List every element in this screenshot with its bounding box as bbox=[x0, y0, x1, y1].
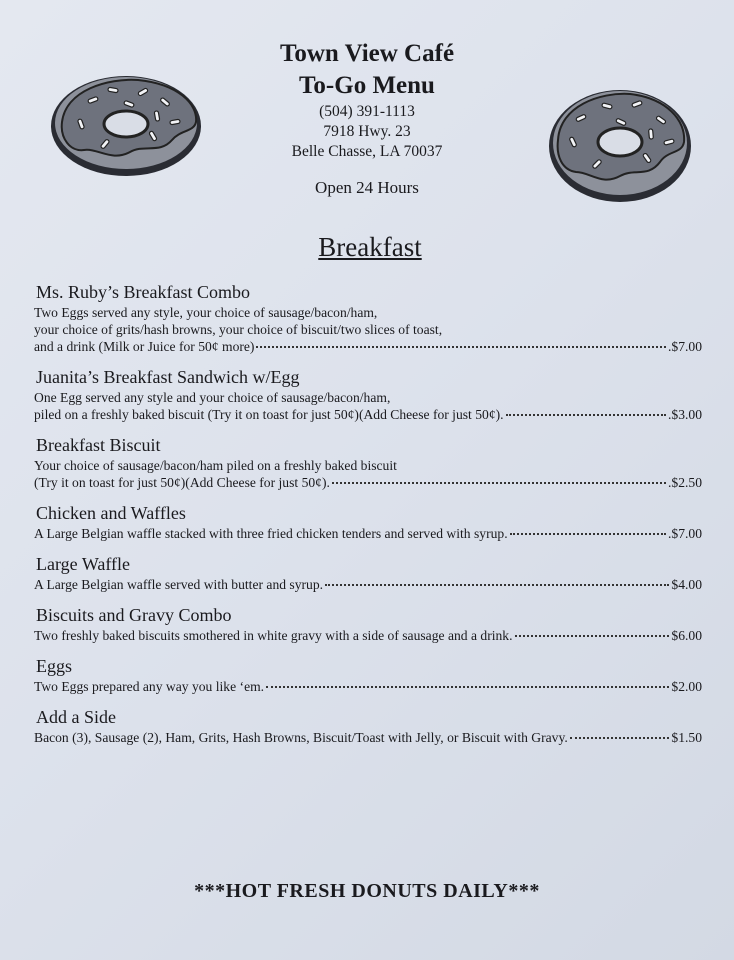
dot-leader bbox=[570, 736, 670, 739]
dot-leader bbox=[256, 345, 666, 348]
dot-leader bbox=[266, 685, 669, 688]
price-line bbox=[34, 576, 702, 593]
price-line bbox=[34, 474, 702, 491]
section-title: Breakfast bbox=[318, 232, 422, 262]
dot-leader bbox=[506, 413, 666, 416]
item-description: One Egg served any style and your choice of sausage/bacon/ham, bbox=[34, 390, 391, 405]
item-price: .$2.50 bbox=[668, 475, 702, 490]
menu-header bbox=[0, 38, 734, 198]
dot-leader bbox=[510, 532, 666, 535]
price-line bbox=[34, 729, 702, 746]
item-description: (Try it on toast for just 50¢)(Add Cheese for just 50¢). bbox=[34, 475, 330, 490]
item-price: $6.00 bbox=[671, 628, 702, 643]
item-description: and a drink (Milk or Juice for 50¢ more) bbox=[34, 339, 255, 354]
item-description: your choice of grits/hash browns, your choice of biscuit/two slices of toast, bbox=[34, 322, 443, 337]
price-line bbox=[34, 678, 702, 695]
item-price: $4.00 bbox=[671, 577, 702, 592]
item-price: .$3.00 bbox=[668, 407, 702, 422]
item-name: Biscuits and Gravy Combo bbox=[36, 605, 232, 625]
item-description: Two freshly baked biscuits smothered in white gravy with a side of sausage and a drink. bbox=[34, 628, 513, 643]
item-description: piled on a freshly baked biscuit (Try it on toast for just 50¢)(Add Cheese for just 50¢). bbox=[34, 407, 504, 422]
item-price: .$7.00 bbox=[668, 526, 702, 541]
city-address: Belle Chasse, LA 70037 bbox=[291, 143, 443, 160]
menu-item bbox=[34, 365, 702, 423]
item-description: Two Eggs served any style, your choice of sausage/bacon/ham, bbox=[34, 305, 378, 320]
menu-item bbox=[34, 433, 702, 491]
item-description: Bacon (3), Sausage (2), Ham, Grits, Hash Browns, Biscuit/Toast with Jelly, or Biscuit with Gravy. bbox=[34, 730, 568, 745]
item-name: Add a Side bbox=[36, 707, 116, 727]
price-line bbox=[34, 627, 702, 644]
menu-item bbox=[34, 501, 702, 542]
menu-item bbox=[34, 603, 702, 644]
item-name: Chicken and Waffles bbox=[36, 503, 186, 523]
item-description: Two Eggs prepared any way you like ‘em. bbox=[34, 679, 265, 694]
item-name: Ms. Ruby’s Breakfast Combo bbox=[36, 282, 250, 302]
footer-banner: ***HOT FRESH DONUTS DAILY*** bbox=[194, 880, 540, 902]
street-address: 7918 Hwy. 23 bbox=[323, 123, 411, 140]
price-line bbox=[34, 338, 702, 355]
phone-number: (504) 391-1113 bbox=[319, 103, 415, 120]
item-description: A Large Belgian waffle stacked with three fried chicken tenders and served with syrup. bbox=[34, 526, 508, 541]
item-price: $2.00 bbox=[671, 679, 702, 694]
item-name: Juanita’s Breakfast Sandwich w/Egg bbox=[36, 367, 300, 387]
item-description: Your choice of sausage/bacon/ham piled on a freshly baked biscuit bbox=[34, 458, 397, 473]
item-name: Eggs bbox=[36, 656, 72, 676]
menu-item bbox=[34, 280, 702, 355]
price-line bbox=[34, 525, 702, 542]
price-line bbox=[34, 406, 702, 423]
dot-leader bbox=[515, 634, 670, 637]
menu-items bbox=[34, 280, 702, 756]
item-price: $1.50 bbox=[671, 730, 702, 745]
dot-leader bbox=[325, 583, 669, 586]
cafe-name: Town View Café bbox=[279, 40, 455, 67]
opening-hours: Open 24 Hours bbox=[315, 178, 419, 197]
item-name: Large Waffle bbox=[36, 554, 131, 574]
menu-item bbox=[34, 654, 702, 695]
item-name: Breakfast Biscuit bbox=[36, 435, 161, 455]
item-description: A Large Belgian waffle served with butter and syrup. bbox=[34, 577, 324, 592]
item-price: .$7.00 bbox=[668, 339, 702, 354]
dot-leader bbox=[332, 481, 666, 484]
menu-title: To-Go Menu bbox=[299, 72, 435, 99]
menu-item bbox=[34, 705, 702, 746]
menu-item bbox=[34, 552, 702, 593]
